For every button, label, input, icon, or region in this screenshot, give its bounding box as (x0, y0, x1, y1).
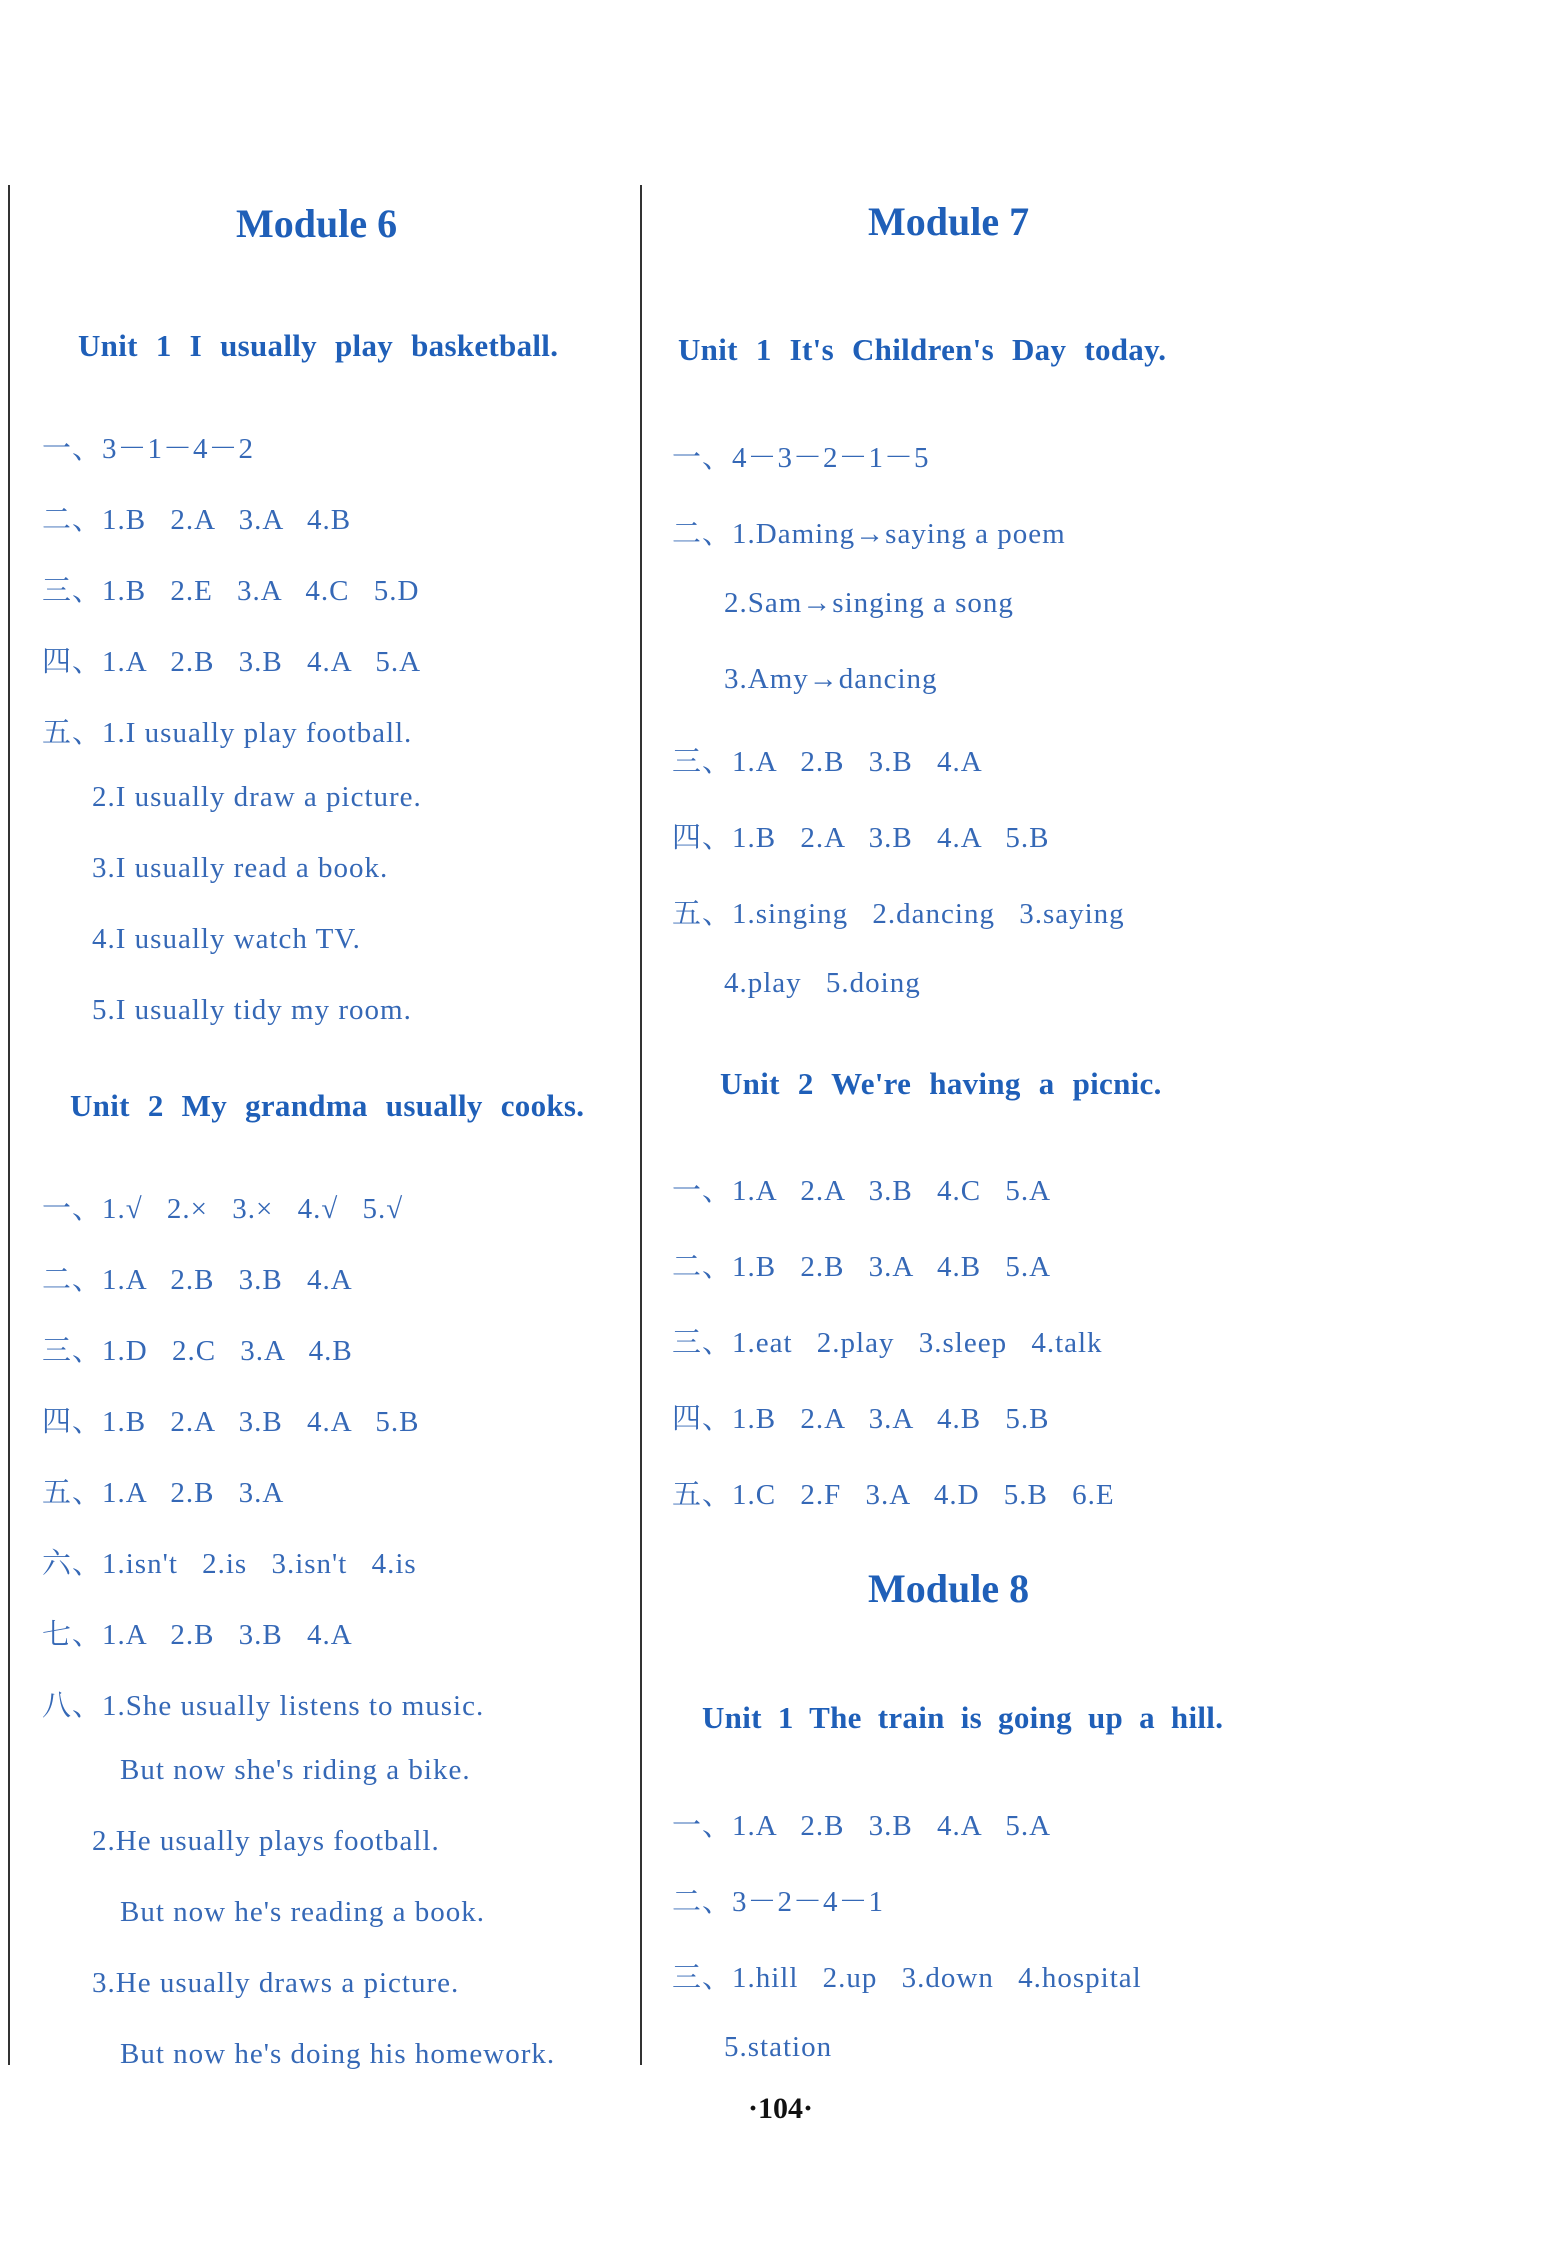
m7-unit1-title: Unit 1 It's Children's Day today. (678, 332, 1167, 367)
m6u2-line-13: But now he's doing his homework. (120, 2038, 556, 2070)
m8u1-line-2: 二、3－2－4－1 (672, 1886, 885, 1918)
m7u1-line-1: 一、4－3－2－1－5 (672, 442, 930, 474)
m7u1-line-5: 三、1.A 2.B 3.B 4.A (672, 746, 983, 778)
m6u1-line-7: 3.I usually read a book. (92, 852, 389, 884)
m6u2-line-5: 五、1.A 2.B 3.A (42, 1477, 285, 1509)
module-7-title: Module 7 (868, 199, 1030, 244)
m6u1-line-2: 二、1.B 2.A 3.A 4.B (42, 504, 352, 536)
m8-unit1-title: Unit 1 The train is going up a hill. (702, 1700, 1224, 1735)
m6u2-line-4: 四、1.B 2.A 3.B 4.A 5.B (42, 1406, 420, 1438)
m6u2-line-8: 八、1.She usually listens to music. (42, 1690, 485, 1722)
m6u2-line-10: 2.He usually plays football. (92, 1825, 440, 1857)
m6u2-line-2: 二、1.A 2.B 3.B 4.A (42, 1264, 353, 1296)
m6u1-line-5: 五、1.I usually play football. (42, 717, 413, 749)
m8u1-line-4: 5.station (724, 2031, 833, 2063)
m6u2-line-12: 3.He usually draws a picture. (92, 1967, 460, 1999)
m6u1-line-3: 三、1.B 2.E 3.A 4.C 5.D (42, 575, 420, 607)
m7u1-line-2: 二、1.Daming→saying a poem (672, 518, 1066, 550)
m6u1-line-1: 一、3－1－4－2 (42, 433, 255, 465)
m7u1-line-6: 四、1.B 2.A 3.B 4.A 5.B (672, 822, 1050, 854)
m6u1-line-6: 2.I usually draw a picture. (92, 781, 422, 813)
m6u2-line-1: 一、1.√ 2.× 3.× 4.√ 5.√ (42, 1193, 404, 1225)
left-margin-rule (8, 185, 10, 2065)
module-8-title: Module 8 (868, 1566, 1030, 1611)
m6u2-line-6: 六、1.isn't 2.is 3.isn't 4.is (42, 1548, 417, 1580)
m7u1-line-7: 五、1.singing 2.dancing 3.saying (672, 898, 1125, 930)
m6u1-line-4: 四、1.A 2.B 3.B 4.A 5.A (42, 646, 422, 678)
m7u2-line-4: 四、1.B 2.A 3.A 4.B 5.B (672, 1403, 1050, 1435)
m6u2-line-3: 三、1.D 2.C 3.A 4.B (42, 1335, 353, 1367)
m7u1-line-8: 4.play 5.doing (724, 967, 921, 999)
module-6-title: Module 6 (236, 201, 398, 246)
m7-unit2-title: Unit 2 We're having a picnic. (720, 1066, 1162, 1101)
m6u1-line-8: 4.I usually watch TV. (92, 923, 361, 955)
m7u2-line-2: 二、1.B 2.B 3.A 4.B 5.A (672, 1251, 1052, 1283)
m6u2-line-9: But now she's riding a bike. (120, 1754, 471, 1786)
m6u2-line-7: 七、1.A 2.B 3.B 4.A (42, 1619, 353, 1651)
m8u1-line-1: 一、1.A 2.B 3.B 4.A 5.A (672, 1810, 1052, 1842)
m7u1-line-3: 2.Sam→singing a song (724, 587, 1014, 619)
m8u1-line-3: 三、1.hill 2.up 3.down 4.hospital (672, 1962, 1142, 1994)
page-number: ·104· (747, 2092, 813, 2125)
m7u1-line-4: 3.Amy→dancing (724, 663, 938, 695)
m6u2-line-11: But now he's reading a book. (120, 1896, 486, 1928)
m7u2-line-1: 一、1.A 2.A 3.B 4.C 5.A (672, 1175, 1052, 1207)
m7u2-line-5: 五、1.C 2.F 3.A 4.D 5.B 6.E (672, 1479, 1115, 1511)
m6-unit1-title: Unit 1 I usually play basketball. (78, 328, 559, 363)
column-divider (640, 185, 642, 2065)
m6-unit2-title: Unit 2 My grandma usually cooks. (70, 1088, 585, 1123)
m7u2-line-3: 三、1.eat 2.play 3.sleep 4.talk (672, 1327, 1103, 1359)
m6u1-line-9: 5.I usually tidy my room. (92, 994, 412, 1026)
